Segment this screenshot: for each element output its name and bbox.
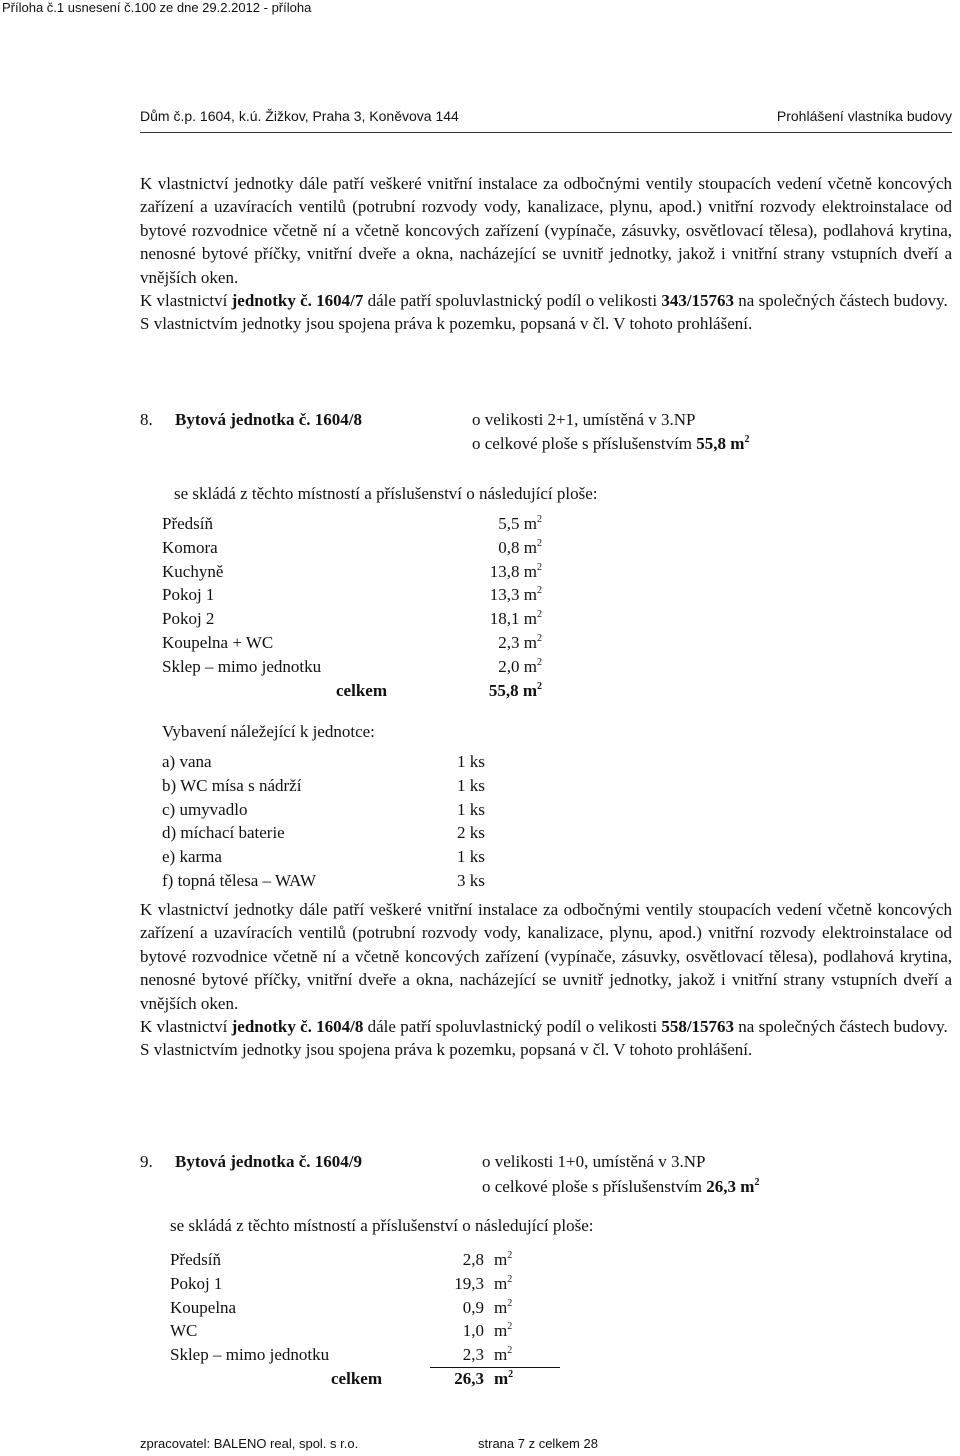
room-row: Pokoj 2 18,1 $m^2$ bbox=[162, 609, 542, 629]
share-paragraph: K vlastnictví jednotky č. 1604/7 dále patří spoluvlastnický podíl o velikosti 343/15763 na společných částech budovy. bbox=[140, 291, 948, 311]
header-document-title: Prohlášení vlastníka budovy bbox=[776, 108, 952, 124]
header-rule bbox=[140, 132, 952, 133]
room-row: Komora 0,8 $m^2$ bbox=[162, 537, 542, 557]
unit8-equipment-intro: Vybavení náležející k jednotce: bbox=[162, 722, 375, 741]
unit8-number: 8. bbox=[140, 410, 153, 429]
equipment-row: e) karma 1 ks bbox=[162, 847, 485, 867]
unit8-equipment-list bbox=[162, 750, 485, 893]
room-row: Koupelna + WC 2,3 $m^2$ bbox=[162, 632, 542, 652]
annex-note: Příloha č.1 usnesení č.100 ze dne 29.2.2012 - příloha bbox=[2, 0, 312, 15]
unit9-size: o velikosti 1+0, umístěná v 3.NP bbox=[482, 1152, 706, 1171]
unit9-number: 9. bbox=[140, 1152, 153, 1171]
room-total-row: celkem 55,8 $m^2$ bbox=[336, 680, 542, 700]
equipment-row: b) WC mísa s nádrží 1 ks bbox=[162, 775, 485, 795]
unit8-area: o celkové ploše s příslušenstvím 55,8 $m^2$ bbox=[472, 434, 750, 453]
room-total-row: celkem 26,3 $m^2$ bbox=[331, 1368, 514, 1388]
room-row: Předsíň 2,8 $m^2$ bbox=[170, 1250, 513, 1269]
equipment-row: a) vana 1 ks bbox=[162, 752, 485, 771]
unit9-rooms-table bbox=[170, 1248, 544, 1391]
room-row: Koupelna 0,9 $m^2$ bbox=[170, 1297, 513, 1317]
unit8-title: Bytová jednotka č. 1604/8 bbox=[175, 410, 362, 429]
equipment-row: f) topná tělesa – WAW 3 ks bbox=[162, 870, 485, 890]
room-row: Pokoj 1 19,3 $m^2$ bbox=[170, 1273, 513, 1293]
header-address: Dům č.p. 1604, k.ú. Žižkov, Praha 3, Koněvova 144 bbox=[140, 108, 459, 124]
unit9-area: o celkové ploše s příslušenstvím 26,3 $m^2$ bbox=[482, 1177, 760, 1196]
room-row: Kuchyně 13,8 $m^2$ bbox=[162, 561, 542, 581]
unit8-rooms-table bbox=[162, 512, 542, 702]
total-underline bbox=[430, 1367, 560, 1368]
unit8-size: o velikosti 2+1, umístěná v 3.NP bbox=[472, 410, 696, 429]
share-paragraph: K vlastnictví jednotky č. 1604/8 dále patří spoluvlastnický podíl o velikosti 558/15763 na společných částech budovy. bbox=[140, 1017, 948, 1037]
unit8-rooms-intro: se skládá z těchto místností a příslušenství o následující ploše: bbox=[174, 484, 598, 503]
unit9-title: Bytová jednotka č. 1604/9 bbox=[175, 1152, 362, 1171]
footer-processor: zpracovatel: BALENO real, spol. s r.o. bbox=[140, 1436, 359, 1451]
unit9-rooms-intro: se skládá z těchto místností a příslušenství o následující ploše: bbox=[170, 1216, 594, 1235]
room-row: WC 1,0 $m^2$ bbox=[170, 1321, 513, 1341]
land-rights-paragraph: S vlastnictvím jednotky jsou spojena práva k pozemku, popsaná v čl. V tohoto prohlášení. bbox=[140, 314, 753, 334]
room-row: Předsíň 5,5 $m^2$ bbox=[162, 514, 542, 533]
intro-section bbox=[140, 172, 952, 336]
footer-page-number: strana 7 z celkem 28 bbox=[478, 1436, 598, 1451]
equipment-row: c) umyvadlo 1 ks bbox=[162, 799, 485, 819]
room-row: Sklep – mimo jednotku 2,3 $m^2$ bbox=[170, 1345, 513, 1365]
installations-paragraph: K vlastnictví jednotky dále patří veškeré vnitřní instalace za odbočnými ventily stoupacích vedení včetně koncových zařízení a uzavíracích ventilů (potrubní rozvody vody, kanalizace, plynu, apod.) vnitřní rozvody elektroinstalace od bytové rozvodnice včetně ní a včetně koncových zařízení (vypínače, zásuvky, osvětlovací tělesa), podlahová krytina, nenosné bytové příčky, vnitřní dveře a okna, nacházející se uvnitř jednotky, jakož i vnitřní strany vstupních dveří a vnějších oken. bbox=[140, 900, 952, 1013]
room-row: Sklep – mimo jednotku 2,0 $m^2$ bbox=[162, 656, 542, 676]
room-row: Pokoj 1 13,3 $m^2$ bbox=[162, 585, 542, 605]
installations-paragraph: K vlastnictví jednotky dále patří veškeré vnitřní instalace za odbočnými ventily stoupacích vedení včetně koncových zařízení a uzavíracích ventilů (potrubní rozvody vody, kanalizace, plynu, apod.) vnitřní rozvody elektroinstalace od bytové rozvodnice včetně ní a včetně koncových zařízení (vypínače, zásuvky, osvětlovací tělesa), podlahová krytina, nenosné bytové příčky, vnitřní dveře a okna, nacházející se uvnitř jednotky, jakož i vnitřní strany vstupních dveří a vnějších oken. bbox=[140, 174, 952, 287]
land-rights-paragraph: S vlastnictvím jednotky jsou spojena práva k pozemku, popsaná v čl. V tohoto prohlášení. bbox=[140, 1040, 753, 1060]
unit8-ownership-section bbox=[140, 898, 952, 1062]
equipment-row: d) míchací baterie 2 ks bbox=[162, 823, 485, 843]
